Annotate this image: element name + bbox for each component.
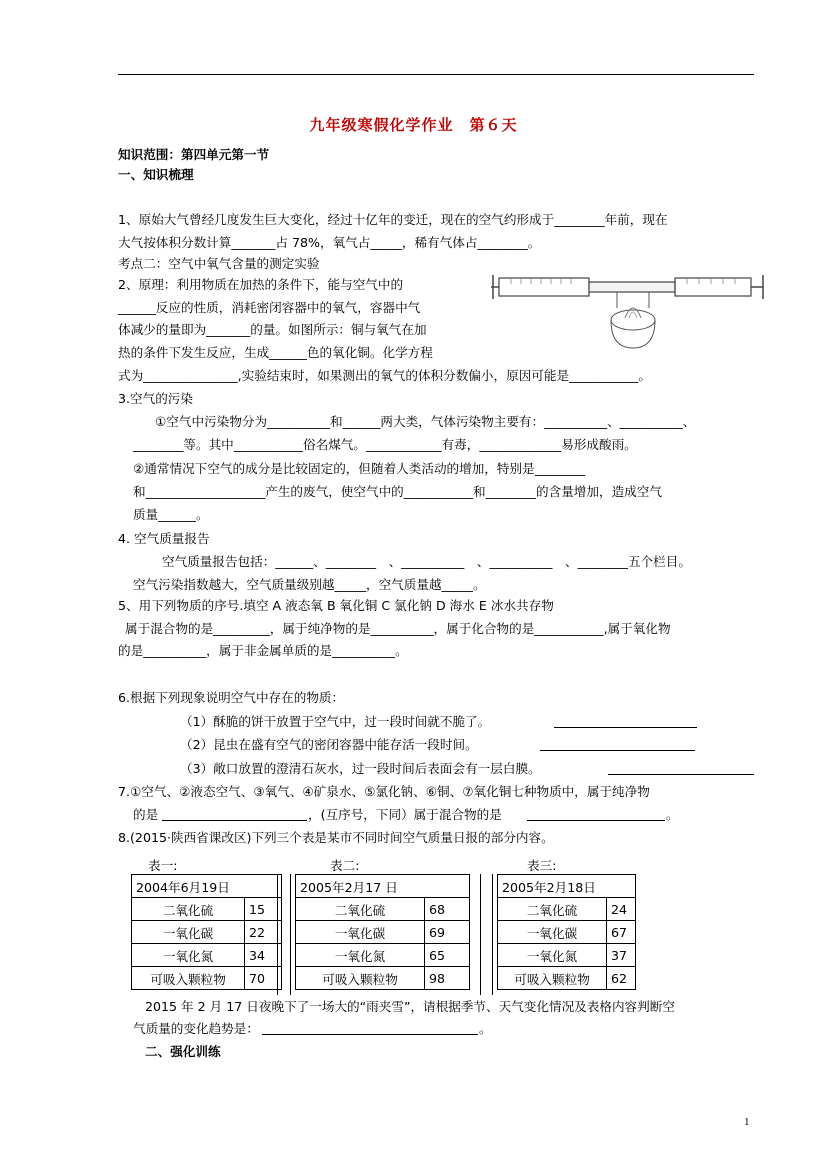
air-quality-table-3: [497, 874, 636, 990]
q7-answer-line-1: [162, 820, 307, 821]
pollutant-value: 24: [607, 898, 636, 921]
q7-answer-line-2: [527, 820, 665, 821]
q3-line-1: ①空气中污染物分为__________和______两大类，气体污染物主要有：__________、__________、: [155, 414, 696, 429]
q3-heading: 3.空气的污染: [118, 391, 193, 406]
syringe-apparatus-illustration: [491, 270, 769, 356]
pollutant-name: 二氧化硫: [132, 898, 245, 921]
q4-heading: 4. 空气质量报告: [118, 531, 210, 546]
header-rule: [118, 74, 754, 75]
q1-line-1: 1、原始大气曾经几度发生巨大变化，经过十亿年的变迁，现在的空气约形成于________年前，现在: [118, 212, 668, 227]
pollutant-value: 22: [245, 921, 282, 944]
table-separator: [480, 874, 481, 995]
pollutant-name: 二氧化硫: [498, 898, 607, 921]
table-row: [132, 921, 282, 944]
pollutant-name: 可吸入颗粒物: [498, 967, 607, 990]
q2-line-1: 2、原理：利用物质在加热的条件下，能与空气中的: [118, 277, 404, 292]
q4-line-2: 空气污染指数越大，空气质量级别越_____，空气质量越_____。: [133, 577, 486, 592]
q2-line-3: 体减少的量即为_______的量。如图所示：铜与氧气在加: [118, 322, 427, 337]
pollutant-name: 可吸入颗粒物: [296, 967, 425, 990]
table-row: [296, 921, 470, 944]
kaodian-line: 考点二：空气中氧气含量的测定实验: [118, 256, 320, 271]
q1-line-2: 大气按体积分数计算_______占 78%，氧气占_____，稀有气体占________。: [118, 235, 541, 250]
pollutant-value: 69: [425, 921, 470, 944]
pollutant-value: 70: [245, 967, 282, 990]
table-row: [498, 921, 636, 944]
pollutant-value: 67: [607, 921, 636, 944]
pollutant-name: 一氧化氮: [498, 944, 607, 967]
q6-answer-line-1: [554, 727, 697, 728]
q8-tail-line-2-start: 气质量的变化趋势是：: [133, 1021, 259, 1036]
table-separator: [492, 874, 493, 995]
table-date: 2005年2月18日: [498, 875, 636, 898]
table-row: [296, 967, 470, 990]
q7-line-2-start: 的是: [133, 807, 159, 822]
table-row: [296, 898, 470, 921]
table-date: 2005年2月17 日: [296, 875, 470, 898]
q2-line-4: 热的条件下发生反应，生成______色的氧化铜。化学方程: [118, 345, 433, 360]
table-date: 2004年6月19日: [132, 875, 282, 898]
table-1-label: 表一:: [148, 858, 178, 873]
q8-tail-line-2-end: 。: [479, 1021, 492, 1036]
q6-item-3: （3）敞口放置的澄清石灰水，过一段时间后表面会有一层白膜。: [180, 761, 541, 776]
pollutant-value: 62: [607, 967, 636, 990]
table-row: [296, 944, 470, 967]
pollutant-name: 二氧化硫: [296, 898, 425, 921]
pollutant-name: 一氧化氮: [296, 944, 425, 967]
q5-line-3: 的是__________，属于非金属单质的是__________。: [118, 643, 408, 658]
table-row: [132, 967, 282, 990]
air-quality-table-1: [131, 874, 282, 990]
pollutant-value: 65: [425, 944, 470, 967]
table-row: [132, 898, 282, 921]
q2-line-5: 式为_______________,实验结束时，如果测出的氧气的体积分数偏小，原因可能是___________。: [118, 368, 651, 383]
q6-item-2: （2）昆虫在盛有空气的密闭容器中能存活一段时间。: [180, 737, 478, 752]
section-1-heading: 一、知识梳理: [118, 167, 194, 182]
table-row: [498, 944, 636, 967]
pollutant-name: 一氧化氮: [132, 944, 245, 967]
pollutant-name: 一氧化碳: [498, 921, 607, 944]
q4-line-1: 空气质量报告包括：______、________ 、__________ 、__________ 、________五个栏目。: [162, 554, 691, 569]
pollutant-name: 一氧化碳: [132, 921, 245, 944]
q7-line-2-end: 。: [666, 807, 679, 822]
table-row: [498, 898, 636, 921]
q2-line-2: ______反应的性质，消耗密闭容器中的氧气，容器中气: [118, 300, 421, 315]
q3-line-4: 和___________________产生的废气，使空气中的___________和________的含量增加，造成空气: [133, 484, 662, 499]
pollutant-value: 98: [425, 967, 470, 990]
pollutant-value: 37: [607, 944, 636, 967]
q7-line-2-middle: ，(互序号，下同）属于混合物的是: [308, 807, 502, 822]
page-title: 九年级寒假化学作业 第６天: [309, 116, 518, 134]
pollutant-name: 可吸入颗粒物: [132, 967, 245, 990]
q6-answer-line-3: [608, 774, 754, 775]
table-separator: [290, 874, 291, 995]
q6-heading: 6.根据下列现象说明空气中存在的物质：: [118, 690, 345, 705]
scope-heading: 知识范围：第四单元第一节: [118, 147, 270, 162]
table-3-label: 表三:: [527, 858, 557, 873]
page-number: 1: [744, 1116, 750, 1128]
q3-line-3: ②通常情况下空气的成分是比较固定的，但随着人类活动的增加，特别是________: [133, 461, 586, 476]
air-quality-table-2: [295, 874, 470, 990]
q3-line-5: 质量______。: [133, 507, 209, 522]
table-row: [132, 944, 282, 967]
table-separator: [277, 874, 278, 995]
pollutant-value: 68: [425, 898, 470, 921]
table-2-label: 表二:: [330, 858, 360, 873]
q6-answer-line-2: [540, 750, 695, 751]
pollutant-value: 34: [245, 944, 282, 967]
q8-heading: 8.(2015·陕西省课改区)下列三个表是某市不同时间空气质量日报的部分内容。: [118, 830, 554, 845]
q6-item-1: （1）酥脆的饼干放置于空气中，过一段时间就不脆了。: [180, 714, 491, 729]
table-row: [498, 967, 636, 990]
q7-line-1: 7.①空气、②液态空气、③氧气、④矿泉水、⑤氯化钠、⑥铜、⑦氧化铜七种物质中，属于纯净物: [118, 784, 650, 799]
q8-answer-line: [262, 1034, 478, 1035]
pollutant-value: 15: [245, 898, 282, 921]
q5-line-1: 5、用下列物质的序号.填空 A 液态氧 B 氧化铜 C 氯化钠 D 海水 E 冰水共存物: [118, 598, 554, 613]
pollutant-name: 一氧化碳: [296, 921, 425, 944]
section-2-heading: 二、强化训练: [145, 1044, 221, 1059]
q5-line-2: 属于混合物的是_________，属于纯净物的是__________，属于化合物的是___________,属于氧化物: [125, 621, 671, 636]
q3-line-2: ________等。其中___________俗名煤气。____________有毒，_____________易形成酸雨。: [133, 437, 637, 452]
q8-tail-line-1: 2015 年 2 月 17 日夜晚下了一场大的“雨夹雪”，请根据季节、天气变化情况及表格内容判断空: [145, 999, 675, 1014]
